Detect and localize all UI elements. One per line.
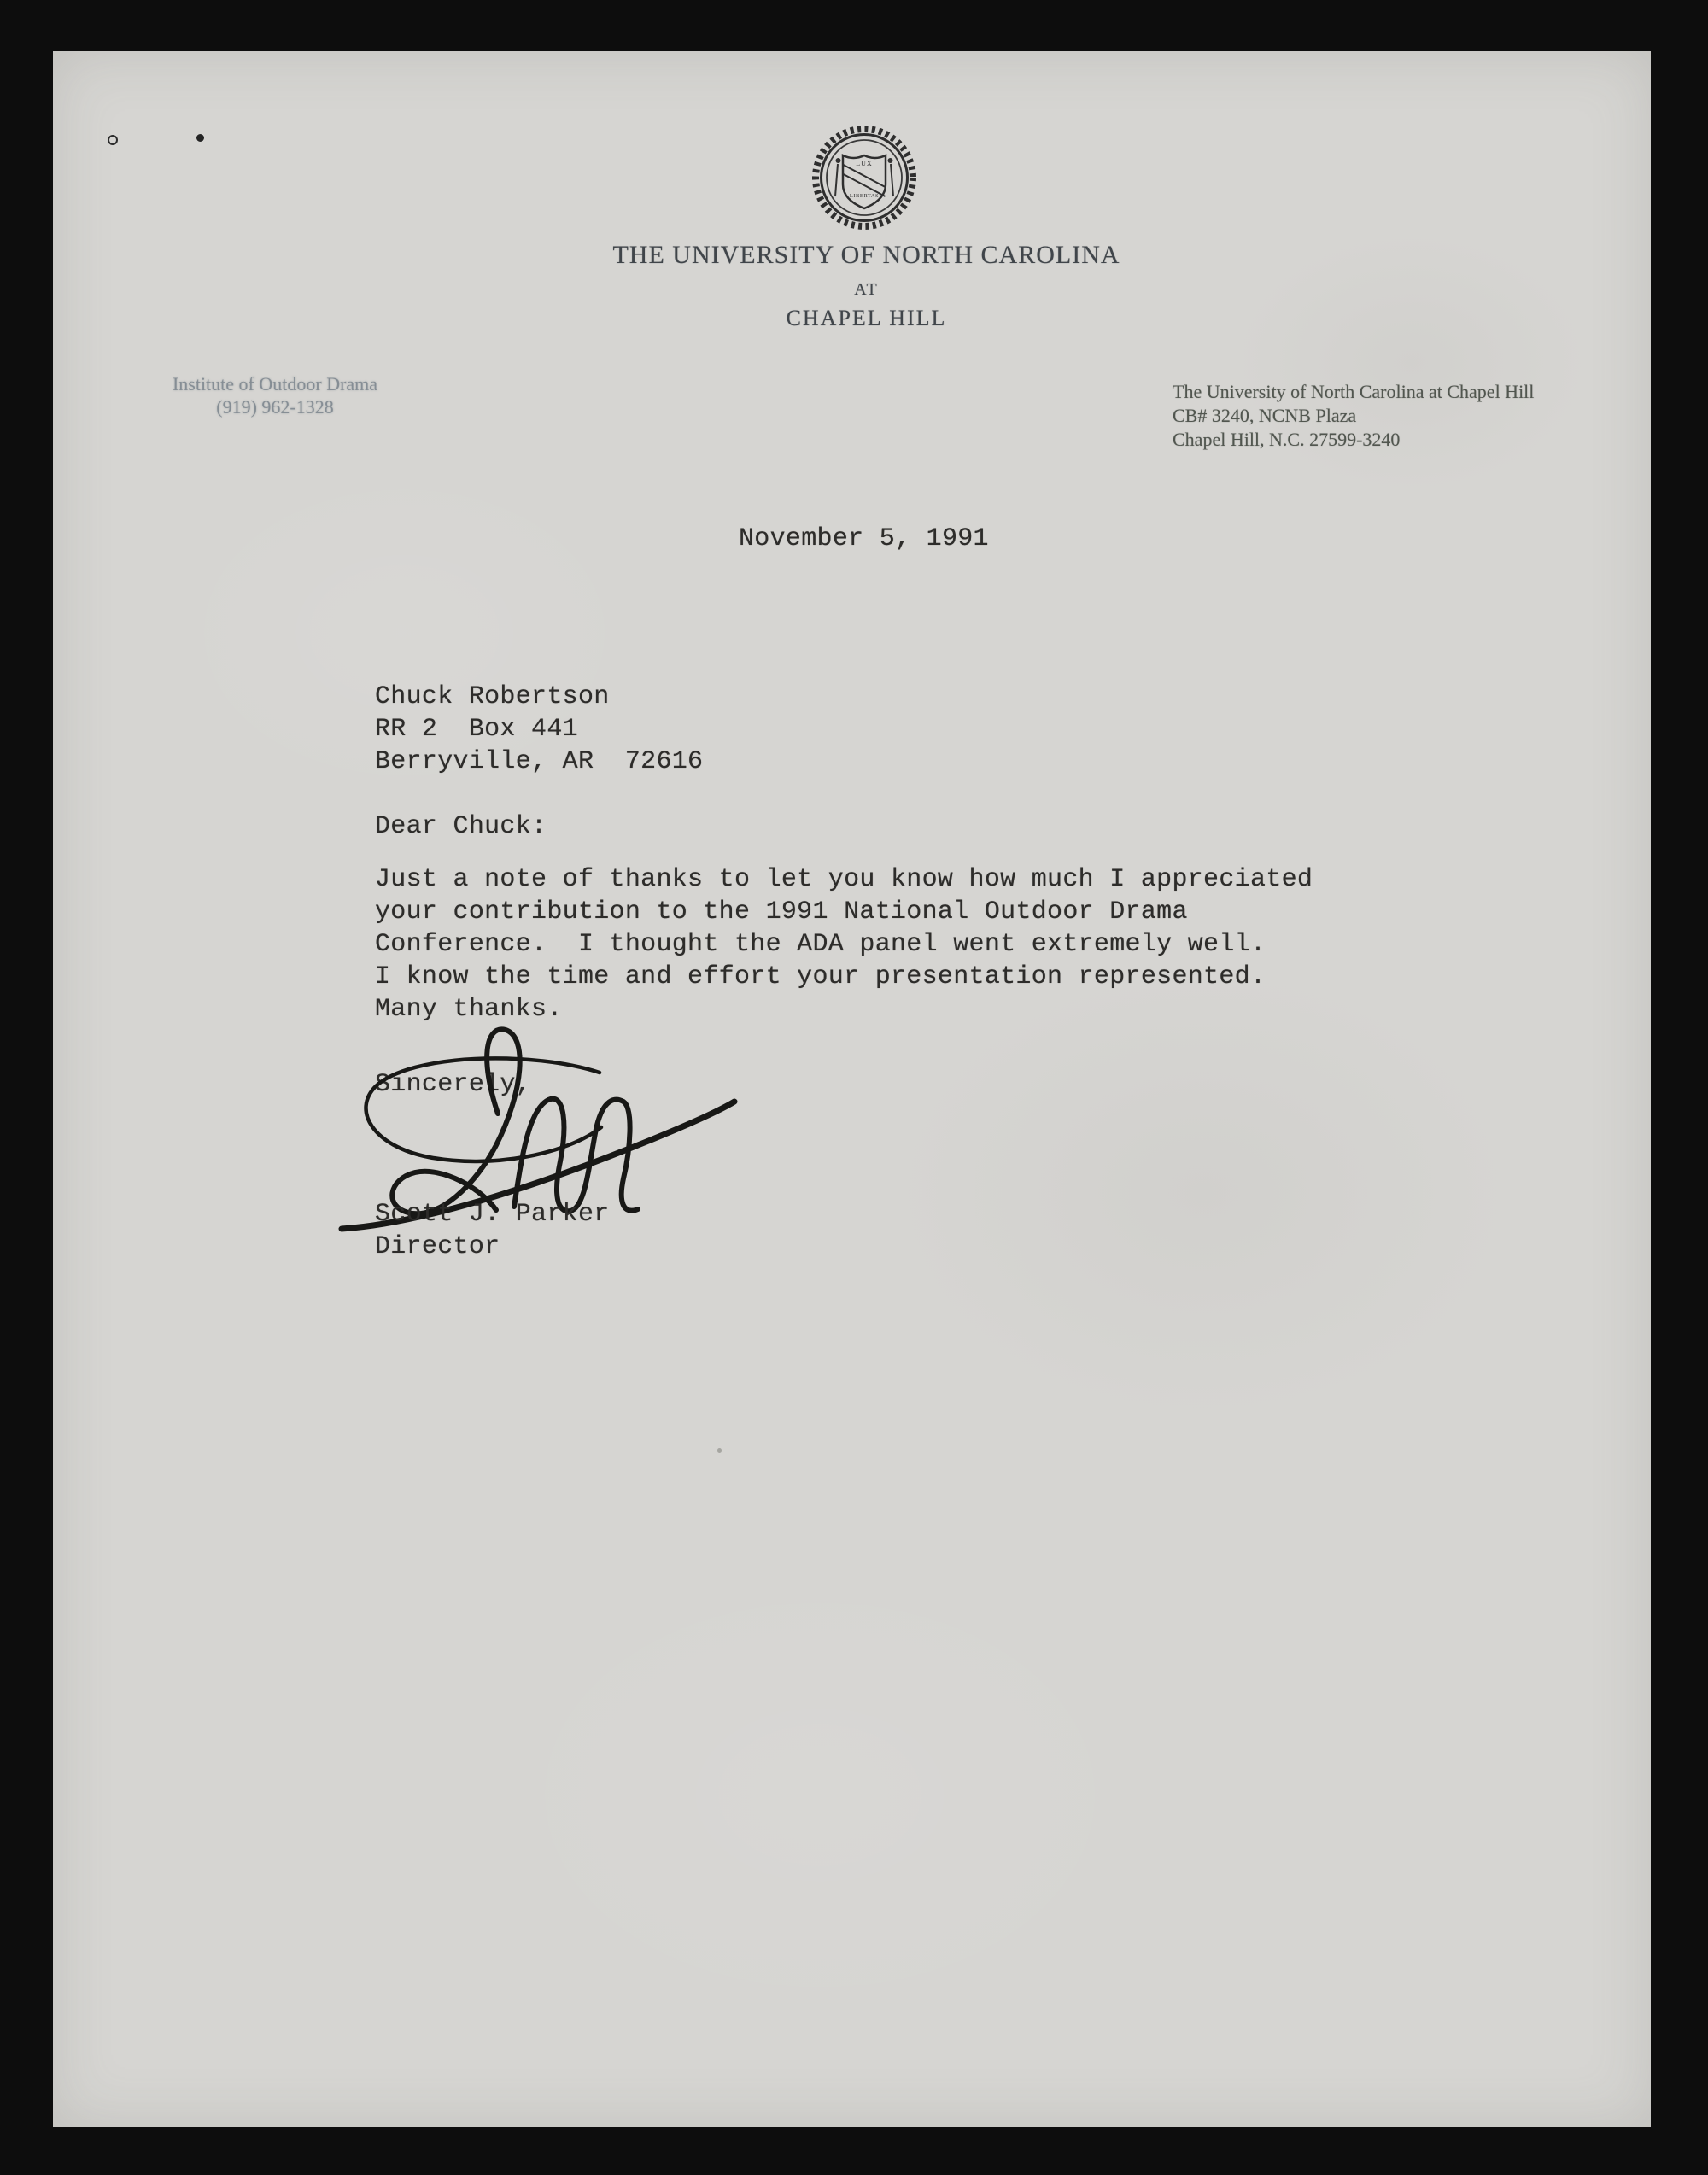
letterhead-right-university: The University of North Carolina at Chapel Hill (1173, 381, 1535, 402)
body-line: Conference. I thought the ADA panel went extremely well. (375, 930, 1266, 959)
scan-speck-dot (196, 134, 204, 142)
recipient-city-state-zip: Berryville, AR 72616 (375, 747, 704, 776)
letterhead-left-phone: (919) 962-1328 (216, 396, 334, 418)
scan-speck-ring (108, 135, 118, 145)
signature-block (375, 1198, 610, 1263)
closing: Sincerely, (375, 1070, 532, 1099)
letter-date: November 5, 1991 (739, 524, 989, 553)
university-at: AT (854, 280, 879, 299)
letterhead-right-city: Chapel Hill, N.C. 27599-3240 (1173, 429, 1401, 450)
body-line: Many thanks. (375, 995, 563, 1024)
letterhead-left-department: Institute of Outdoor Drama (172, 373, 378, 395)
signature-loop (366, 1058, 601, 1161)
university-campus: CHAPEL HILL (786, 306, 947, 330)
body-line: Just a note of thanks to let you know how much I appreciated (375, 865, 1313, 894)
scan-speck-faint (717, 1448, 722, 1453)
recipient-name: Chuck Robertson (375, 682, 610, 711)
signer-title: Director (375, 1232, 500, 1261)
university-name: THE UNIVERSITY OF NORTH CAROLINA (612, 241, 1120, 269)
seal-motto-lux: LUX (856, 160, 873, 167)
salutation: Dear Chuck: (375, 812, 547, 841)
recipient-street: RR 2 Box 441 (375, 715, 578, 744)
seal-motto-libertas: LIBERTAS (849, 193, 880, 199)
body-line: I know the time and effort your presentation represented. (375, 962, 1266, 991)
recipient-address (375, 681, 703, 778)
letter-paper (53, 51, 1651, 2127)
letterhead-left (159, 372, 391, 418)
signer-name: Scott J. Parker (375, 1200, 610, 1229)
unc-seal-logo (804, 118, 924, 237)
body-line: your contribution to the 1991 National Outdoor Drama (375, 897, 1188, 927)
letterhead-right-address: CB# 3240, NCNB Plaza (1173, 405, 1357, 426)
letterhead-right (1173, 380, 1534, 452)
